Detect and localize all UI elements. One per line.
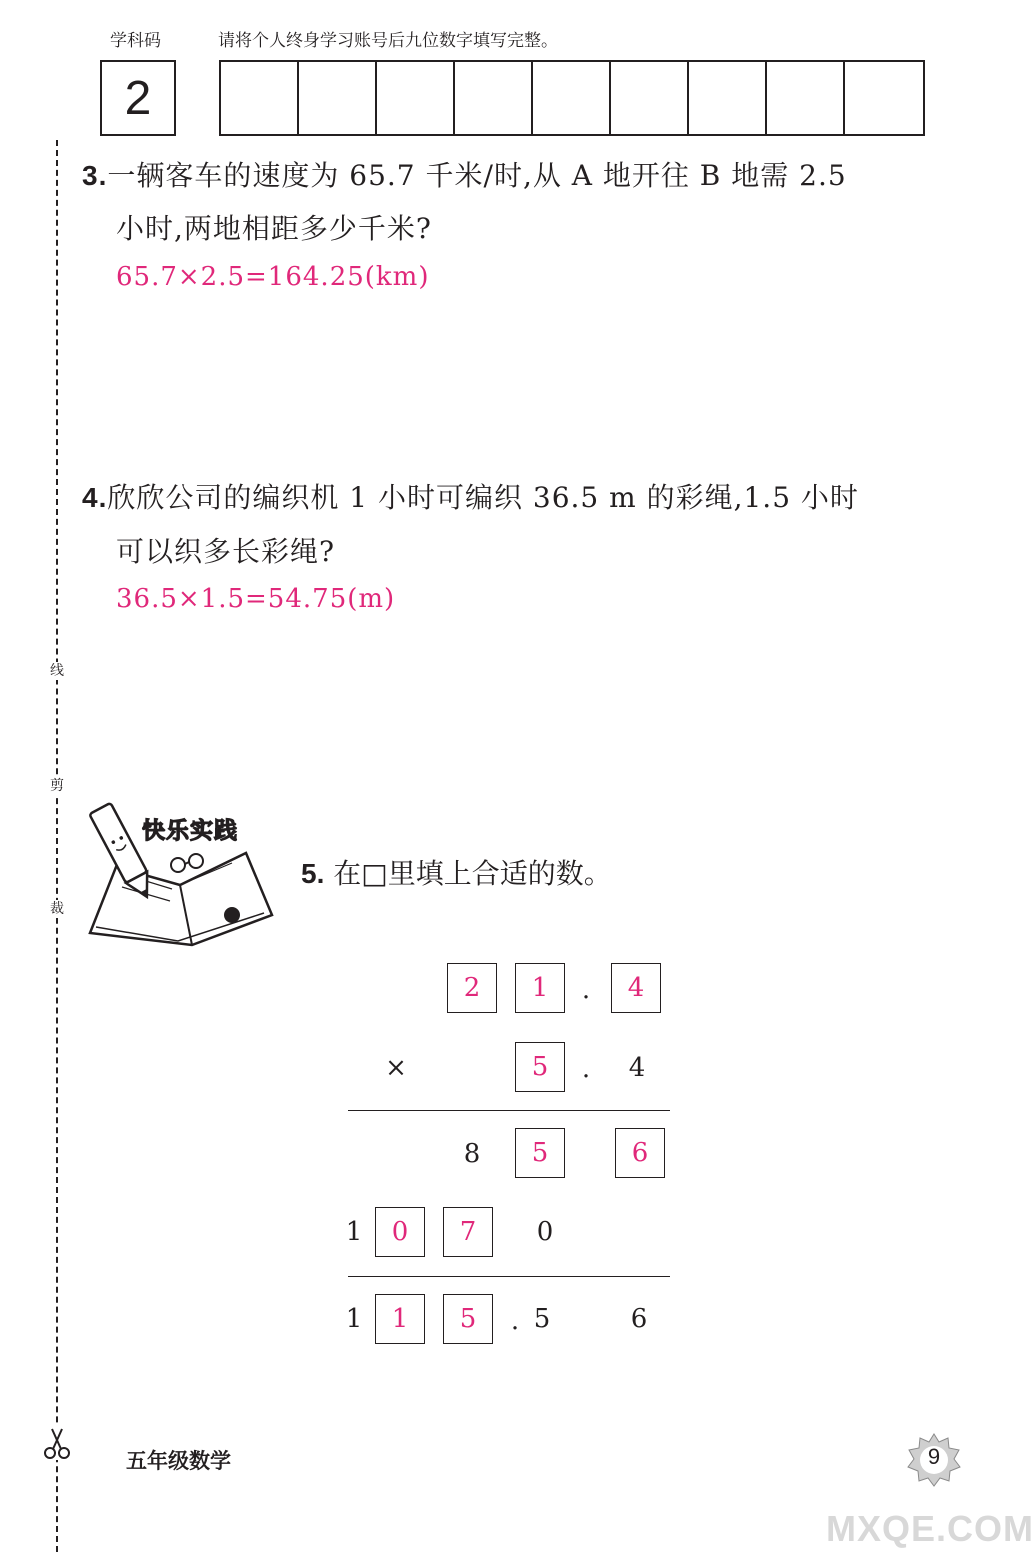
question-3-line-1 (82, 154, 847, 194)
cut-word-trim: 裁 (50, 901, 64, 917)
answer-box[interactable]: 2 (447, 963, 497, 1013)
section-title: 快乐实践 (142, 818, 238, 844)
answer-box[interactable]: 5 (515, 1128, 565, 1178)
account-digit-box[interactable] (689, 62, 767, 134)
scissors-icon (42, 1426, 72, 1460)
question-text: 欣欣公司的编织机 1 小时可编织 36.5 m 的彩绳,1.5 小时 (107, 481, 859, 514)
question-text: 一辆客车的速度为 65.7 千米/时,从 A 地开往 B 地需 2.5 (107, 159, 847, 192)
question-4-answer: 36.5×1.5=54.75(m) (116, 584, 396, 614)
decimal-point: . (581, 1054, 591, 1084)
digit: 0 (536, 1217, 554, 1247)
digit: 6 (630, 1304, 648, 1334)
account-digit-box[interactable] (767, 62, 845, 134)
answer-box[interactable]: 4 (611, 963, 661, 1013)
question-5-prompt (301, 852, 612, 892)
account-instruction: 请将个人终身学习账号后九位数字填写完整。 (218, 31, 558, 51)
result-line (348, 1276, 670, 1277)
answer-box[interactable]: 5 (443, 1294, 493, 1344)
question-3-answer: 65.7×2.5=164.25(km) (116, 262, 430, 292)
subject-code-label: 学科码 (110, 31, 161, 51)
account-digit-box[interactable] (845, 62, 923, 134)
digit: 1 (345, 1304, 363, 1334)
page-number: 9 (927, 1444, 941, 1469)
account-digit-box[interactable] (221, 62, 299, 134)
decimal-point: . (581, 975, 591, 1005)
answer-box[interactable]: 0 (375, 1207, 425, 1257)
answer-box[interactable]: 5 (515, 1042, 565, 1092)
question-4-line-2: 可以织多长彩绳? (116, 535, 336, 568)
multiply-sign: × (385, 1053, 407, 1083)
question-4-line-1 (82, 476, 859, 516)
account-digit-box[interactable] (611, 62, 689, 134)
watermark: MXQE.COM (826, 1508, 1034, 1549)
result-line (348, 1110, 670, 1111)
question-number: 3. (82, 160, 108, 191)
account-digit-box[interactable] (533, 62, 611, 134)
book-title: 五年级数学 (126, 1449, 231, 1473)
page-number-badge (904, 1430, 964, 1490)
digit: 4 (628, 1053, 646, 1083)
answer-box[interactable]: 1 (515, 963, 565, 1013)
account-digit-box[interactable] (299, 62, 377, 134)
digit: 5 (533, 1304, 551, 1334)
answer-box[interactable]: 6 (615, 1128, 665, 1178)
account-digit-box[interactable] (455, 62, 533, 134)
answer-box[interactable]: 1 (375, 1294, 425, 1344)
decimal-point: . (510, 1306, 520, 1336)
question-text: 在□里填上合适的数。 (333, 857, 612, 890)
answer-box[interactable]: 7 (443, 1207, 493, 1257)
cut-word-cut: 剪 (50, 778, 64, 794)
question-number: 4. (82, 482, 108, 513)
account-number-boxes (219, 60, 925, 136)
digit: 1 (345, 1217, 363, 1247)
cut-word-line: 线 (50, 663, 64, 679)
digit: 8 (463, 1139, 481, 1169)
question-number: 5. (301, 858, 325, 889)
question-3-line-2: 小时,两地相距多少千米? (116, 212, 432, 245)
cut-dashed-line (56, 140, 58, 1552)
account-digit-box[interactable] (377, 62, 455, 134)
subject-code-box: 2 (100, 60, 176, 136)
